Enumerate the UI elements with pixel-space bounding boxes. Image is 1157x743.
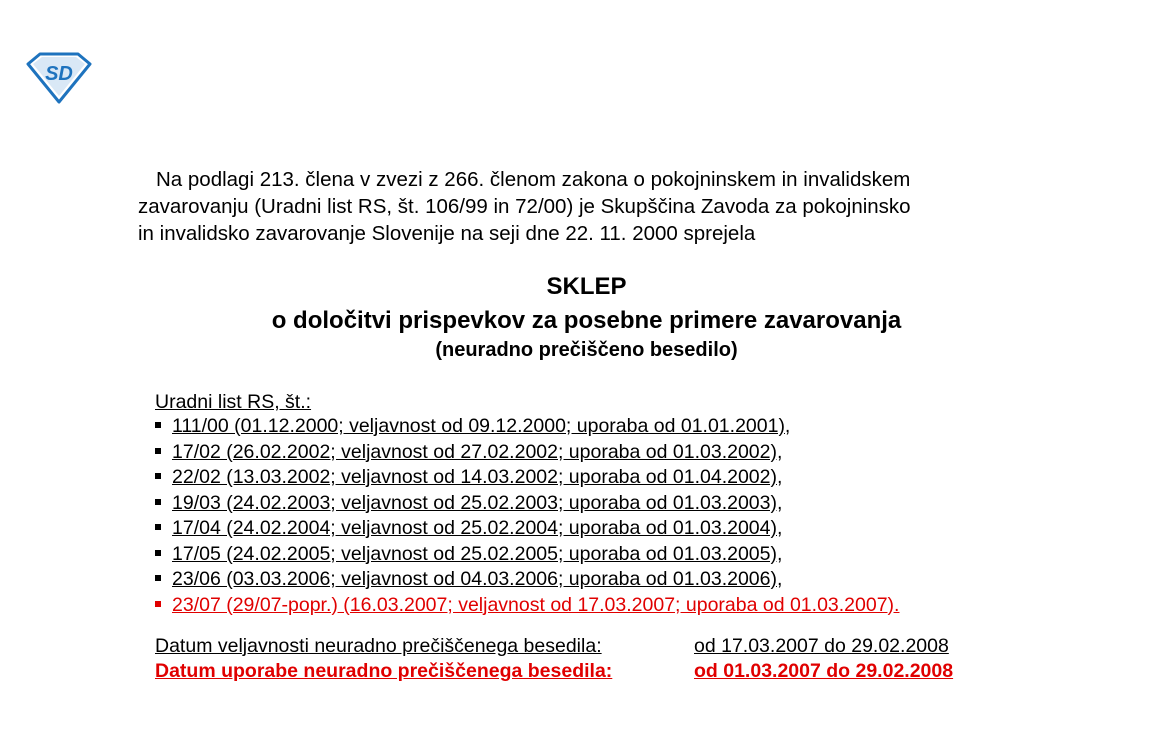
usage-label: Datum uporabe neuradno prečiščenega besedila: [155, 660, 613, 682]
logo-text: SD [45, 63, 73, 85]
sources-list [155, 414, 1055, 618]
source-item [155, 516, 1055, 542]
source-item [155, 567, 1055, 593]
validity-label: Datum veljavnosti neuradno prečiščenega besedila: [155, 635, 602, 657]
source-item [155, 542, 1055, 568]
intro-line: zavarovanju (Uradni list RS, št. 106/99 in 72/00) je Skupščina Zavoda za pokojninsko [138, 195, 911, 218]
intro-paragraph [138, 166, 1038, 247]
usage-row [155, 659, 953, 684]
source-link[interactable]: 111/00 (01.12.2000; veljavnost od 09.12.2000; uporaba od 01.01.2001), [172, 415, 791, 437]
source-link[interactable]: 17/02 (26.02.2002; veljavnost od 27.02.2002; uporaba od 01.03.2002), [172, 440, 783, 463]
source-link[interactable]: 23/07 (29/07-popr.) (16.03.2007; veljavnost od 17.03.2007; uporaba od 01.03.2007). [172, 593, 900, 616]
source-link[interactable]: 17/04 (24.02.2004; veljavnost od 25.02.2004; uporaba od 01.03.2004), [172, 517, 783, 539]
intro-line: Na podlagi 213. člena v zvezi z 266. členom zakona o pokojninskem in invalidskem [156, 168, 911, 191]
dates-section [155, 634, 953, 684]
document-title: SKLEP [546, 273, 627, 300]
source-item [155, 440, 1055, 466]
validity-row [155, 634, 953, 659]
source-item [155, 465, 1055, 491]
zpiz-logo-icon [22, 50, 96, 104]
document-note: (neuradno prečiščeno besedilo) [435, 339, 738, 361]
document-subtitle: o določitvi prispevkov za posebne primere zavarovanja [271, 307, 902, 334]
bullet-icon [155, 550, 161, 556]
bullet-icon [155, 601, 161, 607]
bullet-icon [155, 524, 161, 530]
sources-heading: Uradni list RS, št.: [155, 391, 312, 413]
intro-line: in invalidsko zavarovanje Slovenije na seji dne 22. 11. 2000 sprejela [138, 222, 756, 245]
sources-section [155, 390, 1055, 618]
bullet-icon [155, 422, 161, 428]
source-link[interactable]: 22/02 (13.03.2002; veljavnost od 14.03.2002; uporaba od 01.04.2002), [172, 466, 783, 488]
source-item-latest [155, 593, 1055, 619]
validity-value: od 17.03.2007 do 29.02.2008 [694, 635, 949, 657]
bullet-icon [155, 575, 161, 581]
source-link[interactable]: 23/06 (03.03.2006; veljavnost od 04.03.2006; uporaba od 01.03.2006), [172, 568, 783, 590]
source-item [155, 491, 1055, 517]
usage-value: od 01.03.2007 do 29.02.2008 [694, 660, 954, 682]
bullet-icon [155, 473, 161, 479]
source-link[interactable]: 19/03 (24.02.2003; veljavnost od 25.02.2003; uporaba od 01.03.2003), [172, 491, 783, 514]
bullet-icon [155, 448, 161, 454]
bullet-icon [155, 499, 161, 505]
source-item [155, 414, 1055, 440]
source-link[interactable]: 17/05 (24.02.2005; veljavnost od 25.02.2005; uporaba od 01.03.2005), [172, 542, 783, 565]
